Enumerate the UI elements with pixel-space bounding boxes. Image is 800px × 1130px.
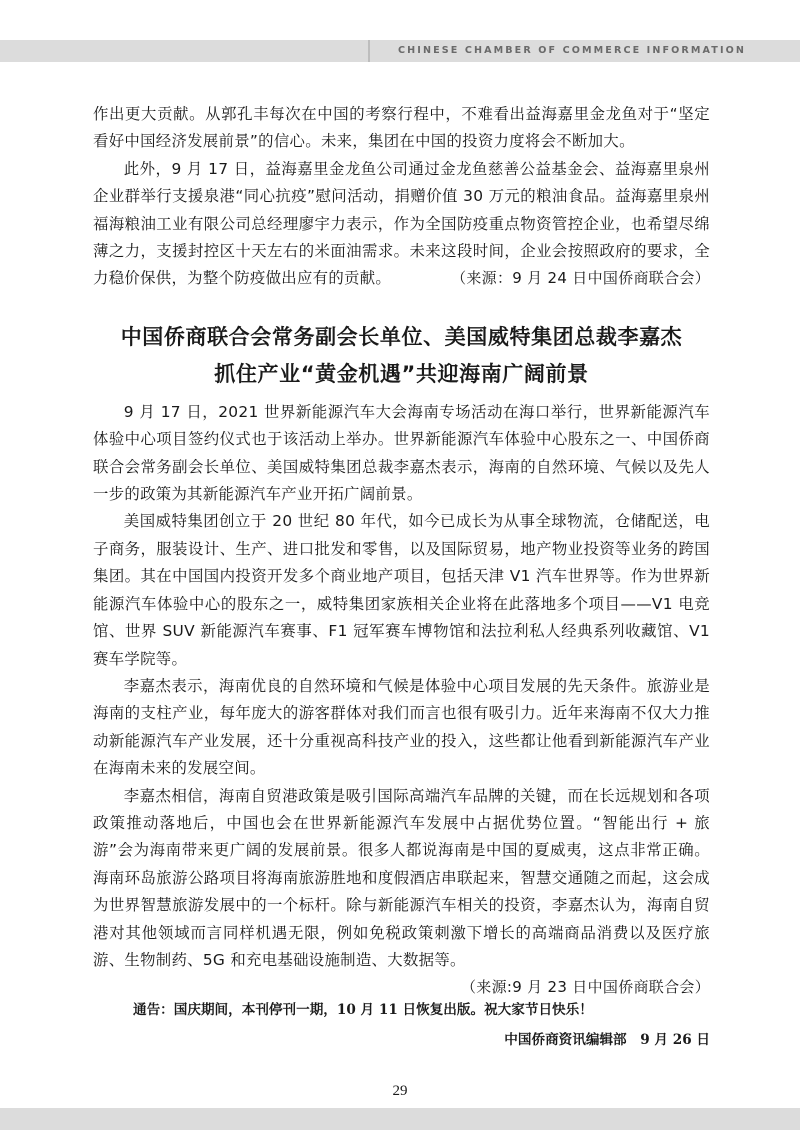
footer-band — [0, 1108, 800, 1130]
article1-source: （来源：9 月 24 日中国侨商联合会） — [451, 269, 710, 288]
page-content — [93, 101, 710, 1002]
article2-paragraph-4 — [93, 783, 710, 997]
running-title: CHINESE CHAMBER OF COMMERCE INFORMATION — [398, 45, 746, 56]
article2-paragraph-2: 美国威特集团创立于 20 世纪 80 年代，如今已成长为从事全球物流，仓储配送，电子商务，服装设计、生产、进口批发和零售，以及国际贸易，地产物业投资等业务的跨国集团。其在中国国内投资开发多个商业地产项目，包括天津 V1 汽车世界等。作为世界新能源汽车体验中心的股东之一，威特集团家族相关企业将在此落地多个项目——V1 电竞馆、世界 SUV 新能源汽车赛事、F1 冠军赛车博物馆和法拉利私人经典系列收藏馆、V1 赛车学院等。 — [93, 512, 710, 668]
header-divider — [368, 40, 370, 62]
page-number: 29 — [392, 1083, 408, 1099]
article1-paragraph-2-text: 此外，9 月 17 日，益海嘉里金龙鱼公司通过金龙鱼慈善公益基金会、益海嘉里泉州企业群举行支援泉港“同心抗疫”慰问活动，捐赠价值 30 万元的粮油食品。益海嘉里泉州福海粮油工业有限公司总经理廖宇力表示，作为全国防疫重点物资管控企业，也希望尽绵薄之力，支援封控区十天左右的米面油需求。未来这段时间，企业会按照政府的要求，全力稳价保供，为整个防疫做出应有的贡献。 — [93, 159, 710, 288]
holiday-notice: 通告：国庆期间，本刊停刊一期，10 月 11 日恢复出版。祝大家节日快乐！ — [133, 1002, 593, 1018]
article1-paragraph-2 — [93, 156, 710, 293]
article2-paragraph-1: 9 月 17 日，2021 世界新能源汽车大会海南专场活动在海口举行，世界新能源汽车体验中心项目签约仪式也于该活动上举办。世界新能源汽车体验中心股东之一、中国侨商联合会常务副会长单位、美国威特集团总裁李嘉杰表示，海南的自然环境、气候以及先人一步的政策为其新能源汽车产业开拓广阔前景。 — [93, 402, 710, 504]
article2-paragraph-4-text: 李嘉杰相信，海南自贸港政策是吸引国际高端汽车品牌的关键，而在长远规划和各项政策推动落地后，中国也会在世界新能源汽车发展中占据优势位置。“智能出行 + 旅游”会为海南带来更广阔的发展前景。很多人都说海南是中国的夏威夷，这点非常正确。海南环岛旅游公路项目将海南旅游胜地和度假酒店串联起来，智慧交通随之而起，这会成为世界智慧旅游发展中的一个标杆。除与新能源汽车相关的投资，李嘉杰认为，海南自贸港对其他领域而言同样机遇无限，例如免税政策刺激下增长的高端商品消费以及医疗旅游、生物制药、5G 和充电基础设施制造、大数据等。 — [93, 786, 710, 969]
editorial-signature: 中国侨商资讯编辑部 9 月 26 日 — [504, 1032, 710, 1048]
article2-source: （来源:9 月 23 日中国侨商联合会） — [461, 978, 710, 997]
article2-title-line-2: 抓住产业“黄金机遇”共迎海南广阔前景 — [214, 361, 589, 386]
article2-title-line-1: 中国侨商联合会常务副会长单位、美国威特集团总裁李嘉杰 — [120, 324, 683, 349]
article1-paragraph-1: 作出更大贡献。从郭孔丰每次在中国的考察行程中，不难看出益海嘉里金龙鱼对于“坚定看好中国经济发展前景”的信心。未来，集团在中国的投资力度将会不断加大。 — [93, 105, 710, 151]
article2-paragraph-3: 李嘉杰表示，海南优良的自然环境和气候是体验中心项目发展的先天条件。旅游业是海南的支柱产业，每年庞大的游客群体对我们而言也很有吸引力。近年来海南不仅大力推动新能源汽车产业发展，还十分重视高科技产业的投入，这些都让他看到新能源汽车产业在海南未来的发展空间。 — [93, 676, 710, 778]
article2-title — [93, 319, 710, 393]
